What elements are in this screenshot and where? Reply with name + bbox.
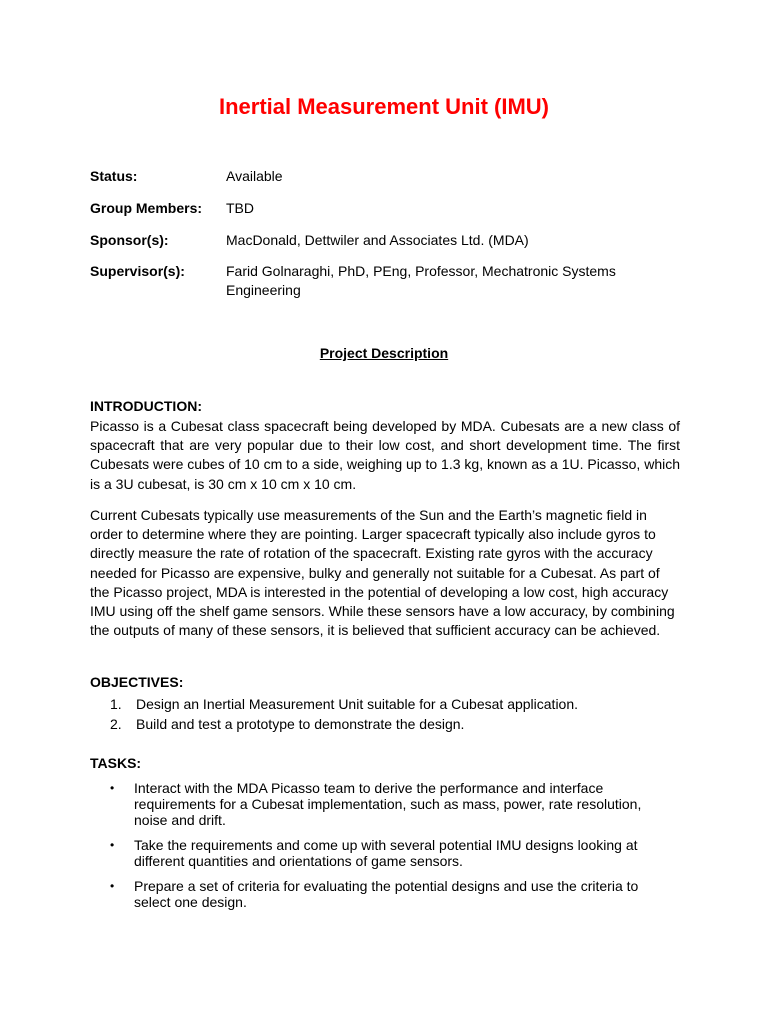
status-label: Status: bbox=[90, 168, 138, 184]
objectives-heading: OBJECTIVES: bbox=[90, 674, 184, 690]
list-item bbox=[110, 694, 690, 714]
list-item-number: 2. bbox=[110, 716, 122, 732]
list-item-text: Interact with the MDA Picasso team to derive the performance and interface requirements for a Cubesat implementation, such as mass, power, rate resolution, noise and drift. bbox=[134, 780, 642, 828]
bullet-icon: • bbox=[110, 838, 115, 852]
bullet-icon: • bbox=[110, 879, 115, 893]
supervisors-value: Farid Golnaraghi, PhD, PEng, Professor, Mechatronic Systems Engineering bbox=[226, 263, 616, 298]
introduction-paragraph-1: Picasso is a Cubesat class spacecraft being developed by MDA. Cubesats are a new class of spacecraft that are very popular due to their low cost, and short development time. The first Cubesats were cubes of 10 cm to a side, weighing up to 1.3 kg, known as a 1U. Picasso, which is a 3U cubesat, is 30 cm x 10 cm x 10 cm. bbox=[90, 418, 680, 492]
document-title: Inertial Measurement Unit (IMU) bbox=[218, 94, 550, 119]
tasks-heading: TASKS: bbox=[90, 755, 142, 771]
list-item-text: Take the requirements and come up with several potential IMU designs looking at different quantities and orientations of game sensors. bbox=[134, 837, 638, 869]
list-item-text: Build and test a prototype to demonstrate the design. bbox=[136, 716, 465, 732]
introduction-heading: INTRODUCTION: bbox=[90, 398, 202, 414]
list-item bbox=[90, 837, 690, 869]
supervisors-label: Supervisor(s): bbox=[90, 263, 185, 279]
list-item bbox=[90, 878, 690, 910]
sponsors-value: MacDonald, Dettwiler and Associates Ltd. (MDA) bbox=[226, 232, 529, 248]
project-description-heading: Project Description bbox=[319, 345, 449, 361]
status-value: Available bbox=[226, 168, 283, 184]
sponsors-label: Sponsor(s): bbox=[90, 232, 169, 248]
list-item bbox=[110, 714, 690, 734]
introduction-paragraph-2: Current Cubesats typically use measurements of the Sun and the Earth’s magnetic field in order to determine where they are pointing. Larger spacecraft typically also include gyros to directly measure the rate of rotation of the spacecraft. Existing rate gyros with the accuracy needed for Picasso are expensive, bulky and generally not suitable for a Cubesat. As part of the Picasso project, MDA is interested in the potential of developing a low cost, high accuracy IMU using off the shelf game sensors. While these sensors have a low accuracy, by combining the outputs of many of these sensors, it is believed that sufficient accuracy can be achieved. bbox=[90, 507, 675, 639]
tasks-list bbox=[90, 780, 690, 919]
list-item-number: 1. bbox=[110, 696, 122, 712]
bullet-icon: • bbox=[110, 781, 115, 795]
group-members-label: Group Members: bbox=[90, 200, 203, 216]
objectives-list bbox=[90, 694, 690, 734]
list-item bbox=[90, 780, 690, 828]
list-item-text: Design an Inertial Measurement Unit suitable for a Cubesat application. bbox=[136, 696, 579, 712]
list-item-text: Prepare a set of criteria for evaluating the potential designs and use the criteria to select one design. bbox=[134, 878, 639, 910]
group-members-value: TBD bbox=[226, 200, 254, 216]
